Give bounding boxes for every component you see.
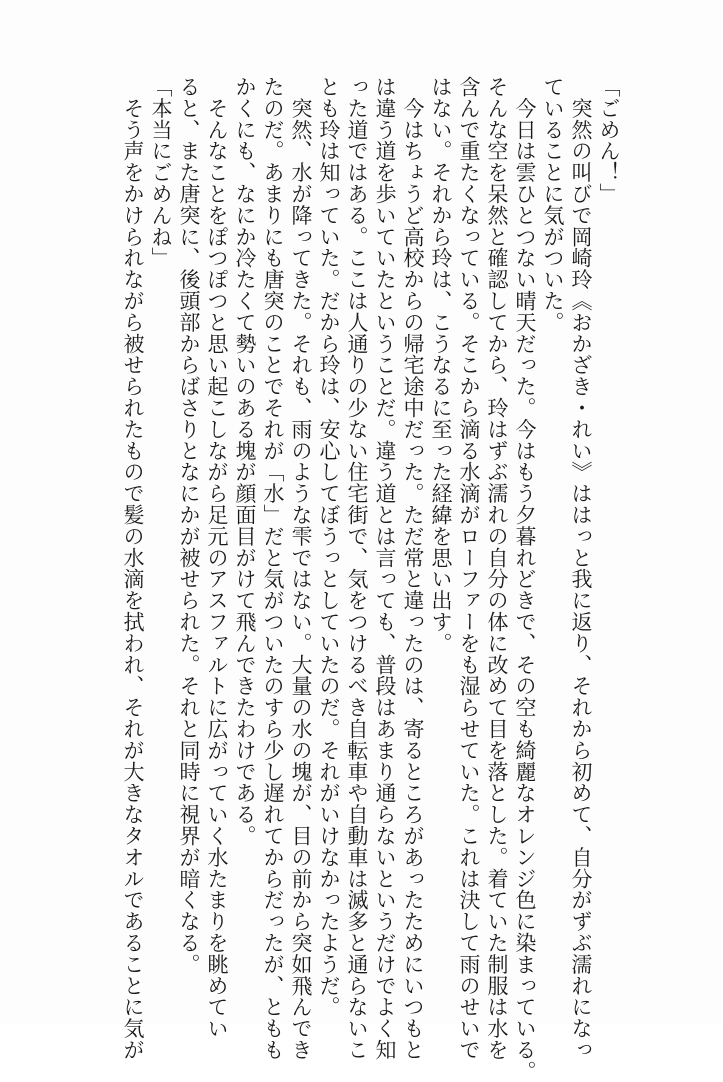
text-line: かくにも、なにか冷たくて勢いのある塊が顔面目がけて飛んできたわけである。 [233,76,257,847]
text-line: 今日は雲ひとつない晴天だった。今はもう夕暮れどきで、その空も綺麗なオレンジ色に染まっている。 [513,76,537,1082]
vertical-text-body [119,76,623,1082]
text-line: 突然の叫びで岡崎玲《おかざき・れい》ははっと我に返り、それから初めて、自分がずぶ濡れになっ [569,76,593,1061]
text-line: とも玲は知っていた。だから玲は、安心してぼうっとしていたのだ。それがいけなかったようだ。 [317,76,341,1018]
text-line: 「本当にごめんね」 [149,76,173,269]
text-line: 含んで重たくなっている。そこから滴る水滴がローファーをも湿らせていた。これは決して雨のせいで [457,76,481,1061]
text-line: った道ではある。ここは人通りの少ない住宅街で、気をつけるべき自転車や自動車は滅多と通らないこ [345,76,369,1061]
text-line: 今はちょうど高校からの帰宅途中だった。ただ常と違ったのは、寄るところがあったためにいつもと [401,76,425,1061]
text-line: は違う道を歩いていたということだ。違う道とは言っても、普段はあまり通らないというだけでよく知 [373,76,397,1061]
text-line: 突然、水が降ってきた。それも、雨のような雫ではない。大量の水の塊が、目の前から突如飛んでき [289,76,313,1061]
text-line: ていることに気がついた。 [541,76,565,333]
text-line: ると、また唐突に、後頭部からばさりとなにかが被せられた。それと同時に視界が暗くなる。 [177,76,201,975]
text-line: 「ごめん！」 [597,76,621,205]
text-line: そう声をかけられながら被せられたもので髪の水滴を拭われ、それが大きなタオルであることに気が [121,76,145,1061]
text-line: はない。それから玲は、こうなるに至った経緯を思い出す。 [429,76,453,654]
text-line: そんなことをぽつぽつと思い起こしながら足元のアスファルトに広がっていく水たまりを眺めてい [205,76,229,1039]
text-line: たのだ。あまりにも唐突のことでそれが「水」だと気がついたのすら少し遅れてからだったが、ともも [261,76,285,1061]
text-line: そんな空を呆然と確認してから、玲はずぶ濡れの自分の体に改めて目を落とした。着ていた制服は水を [485,76,509,1061]
